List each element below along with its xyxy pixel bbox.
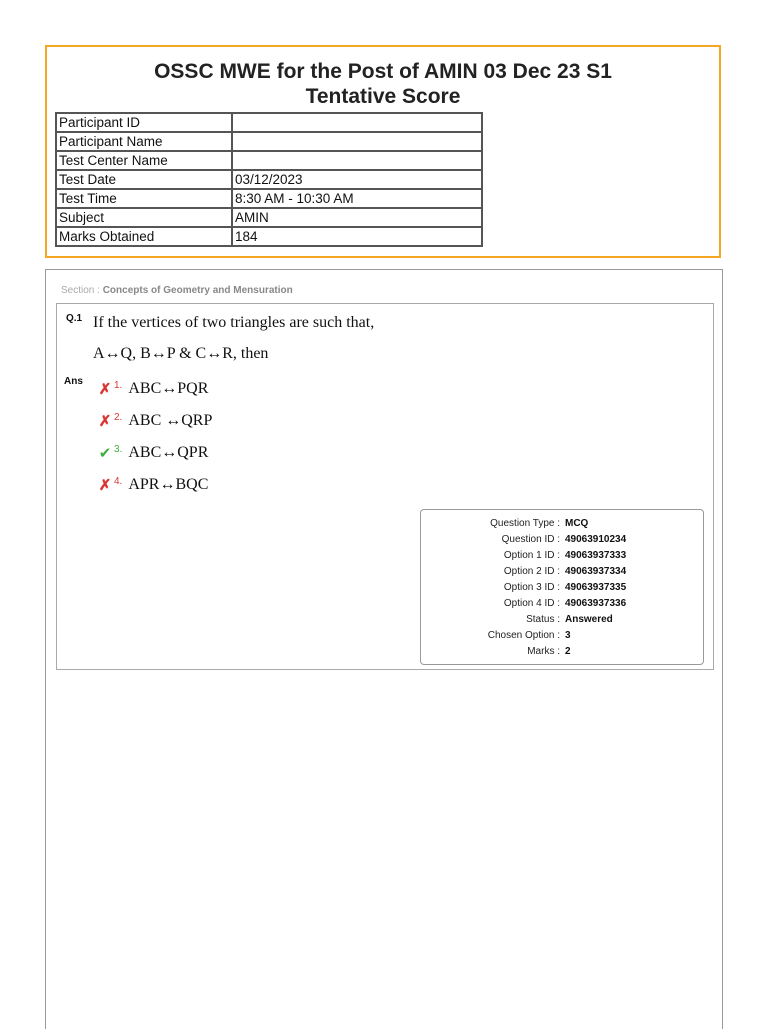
section-name: Concepts of Geometry and Mensuration (102, 285, 293, 296)
detail-key: Status : (526, 614, 560, 625)
table-row (56, 113, 482, 132)
info-value (232, 113, 482, 132)
info-value: AMIN (232, 208, 482, 227)
title-line-1: OSSC MWE for the Post of AMIN 03 Dec 23 S1 (154, 60, 612, 83)
section-prefix: Section : (61, 285, 103, 296)
cross-icon: ✗ (98, 477, 112, 494)
detail-row (421, 548, 703, 564)
detail-value: Answered (565, 614, 613, 625)
question-number: Q.1 (66, 313, 83, 324)
option-text: ABC↔QPR (128, 444, 209, 461)
table-row (56, 208, 482, 227)
detail-key: Question ID : (501, 534, 560, 545)
detail-row (421, 628, 703, 644)
detail-row (421, 564, 703, 580)
table-row (56, 189, 482, 208)
question-area (45, 269, 723, 1029)
info-label: Test Time (56, 189, 232, 208)
option-number: 4. (114, 475, 123, 487)
cross-icon: ✗ (98, 413, 112, 430)
table-row (56, 170, 482, 189)
info-label: Participant ID (56, 113, 232, 132)
answer-label: Ans (64, 376, 83, 387)
detail-row (421, 580, 703, 596)
detail-row (421, 516, 703, 532)
question-text-line-1: If the vertices of two triangles are such that, (93, 314, 375, 331)
info-label: Marks Obtained (56, 227, 232, 246)
info-label: Test Center Name (56, 151, 232, 170)
table-row (56, 151, 482, 170)
table-row (56, 227, 482, 246)
detail-value: 49063910234 (565, 534, 627, 545)
detail-row (421, 612, 703, 628)
info-value: 8:30 AM - 10:30 AM (232, 189, 482, 208)
detail-value: 49063937336 (565, 598, 627, 609)
info-value: 03/12/2023 (232, 170, 482, 189)
detail-value: 49063937335 (565, 582, 627, 593)
option-1 (97, 378, 208, 400)
option-4 (97, 474, 208, 496)
detail-key: Option 4 ID : (503, 598, 560, 609)
detail-key: Chosen Option : (487, 630, 560, 641)
detail-value: 49063937334 (565, 566, 627, 577)
info-label: Participant Name (56, 132, 232, 151)
detail-key: Question Type : (490, 518, 560, 529)
option-3 (97, 442, 208, 464)
check-icon: ✔ (98, 445, 112, 462)
option-number: 1. (114, 379, 123, 391)
question-panel (56, 303, 714, 670)
detail-row (421, 644, 703, 660)
info-value: 184 (232, 227, 482, 246)
participant-info-table (55, 112, 483, 247)
detail-value: 49063937333 (565, 550, 627, 561)
info-value (232, 151, 482, 170)
detail-key: Option 3 ID : (503, 582, 560, 593)
option-text: APR↔BQC (128, 476, 209, 493)
info-value (232, 132, 482, 151)
option-text: ABC↔PQR (128, 380, 209, 397)
detail-key: Option 2 ID : (503, 566, 560, 577)
table-row (56, 132, 482, 151)
detail-value: MCQ (565, 518, 589, 529)
question-text-line-2: A↔Q, B↔P & C↔R, then (93, 345, 269, 362)
page-title (47, 59, 719, 109)
question-details-box (420, 509, 704, 665)
title-line-2: Tentative Score (305, 85, 461, 108)
section-heading (61, 285, 293, 296)
info-label: Subject (56, 208, 232, 227)
detail-key: Marks : (527, 646, 560, 657)
info-label: Test Date (56, 170, 232, 189)
cross-icon: ✗ (98, 381, 112, 398)
detail-row (421, 596, 703, 612)
option-number: 3. (114, 443, 123, 455)
option-2 (97, 410, 212, 432)
option-number: 2. (114, 411, 123, 423)
detail-value: 2 (565, 646, 571, 657)
detail-key: Option 1 ID : (503, 550, 560, 561)
detail-row (421, 532, 703, 548)
option-text: ABC ↔QRP (128, 412, 213, 429)
detail-value: 3 (565, 630, 571, 641)
